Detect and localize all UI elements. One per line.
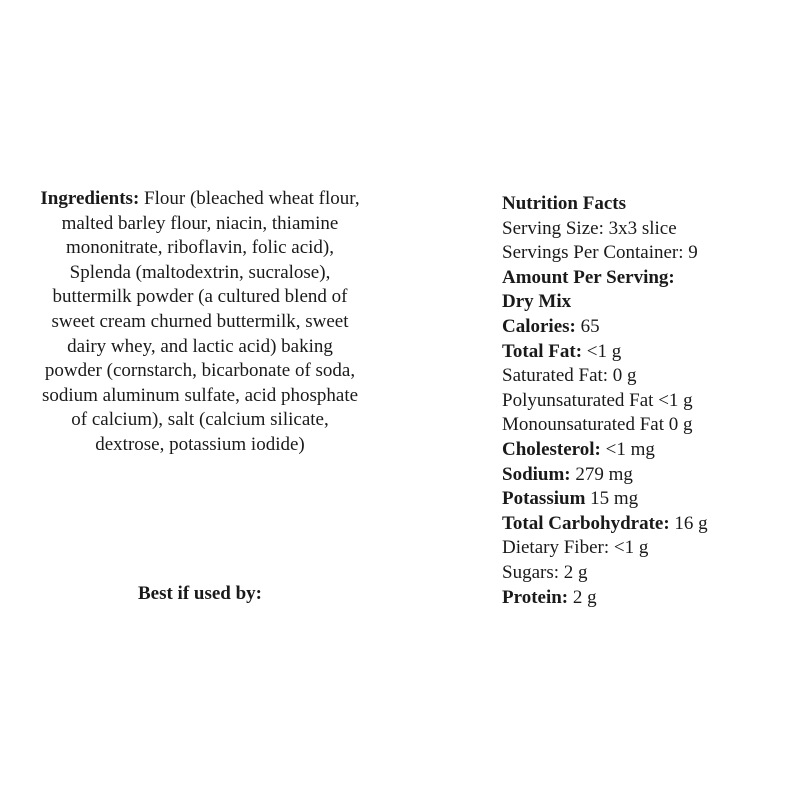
cholesterol-label: Cholesterol: [502,438,601,460]
total-carbohydrate-row [502,512,792,537]
protein-label: Protein: [502,586,569,608]
total-fat-row [502,340,792,365]
cholesterol-row [502,438,792,463]
sodium-row [502,463,792,488]
cholesterol-value: <1 mg [600,438,655,460]
sodium-value: 279 mg [570,463,633,485]
monounsaturated-fat-row: Monounsaturated Fat 0 g [502,414,693,436]
servings-per-container: Servings Per Container: 9 [502,242,698,264]
potassium-value: 15 mg [585,488,639,510]
dry-mix-label: Dry Mix [502,291,572,313]
saturated-fat-row: Saturated Fat: 0 g [502,365,637,387]
sugars-row: Sugars: 2 g [502,561,588,583]
protein-value: 2 g [568,586,597,608]
polyunsaturated-fat-row: Polyunsaturated Fat <1 g [502,389,693,411]
best-by-label: Best if used by: [137,583,263,604]
serving-size: Serving Size: 3x3 slice [502,217,677,239]
protein-row [502,586,792,611]
ingredients-label: Ingredients: [40,188,140,209]
total-carbohydrate-label: Total Carbohydrate: [502,512,670,534]
nutrition-facts-panel [502,192,792,610]
dietary-fiber-row: Dietary Fiber: <1 g [502,537,649,559]
calories-label: Calories: [502,315,576,337]
calories-row [502,315,792,340]
total-fat-label: Total Fat: [502,340,583,362]
calories-value: 65 [575,315,600,337]
total-carbohydrate-value: 16 g [669,512,708,534]
sodium-label: Sodium: [502,463,571,485]
ingredients-text: Flour (bleached wheat flour, malted barley flour, niacin, thiamine mononitrate, riboflavin, folic acid), Splenda (maltodextrin, sucralose), buttermilk powder (a cultured blend of sweet cream churned buttermilk, sweet dairy whey, and lactic acid) baking powder (cornstarch, bicarbonate of soda, sodium aluminum sulfate, acid phosphate of calcium), salt (calcium silicate, dextrose, potassium iodide) [41,188,360,455]
amount-per-serving: Amount Per Serving: [502,266,675,288]
nutrition-title: Nutrition Facts [502,193,627,214]
ingredients-block [40,187,360,458]
potassium-row [502,487,792,512]
potassium-label: Potassium [502,488,586,510]
total-fat-value: <1 g [582,340,622,362]
